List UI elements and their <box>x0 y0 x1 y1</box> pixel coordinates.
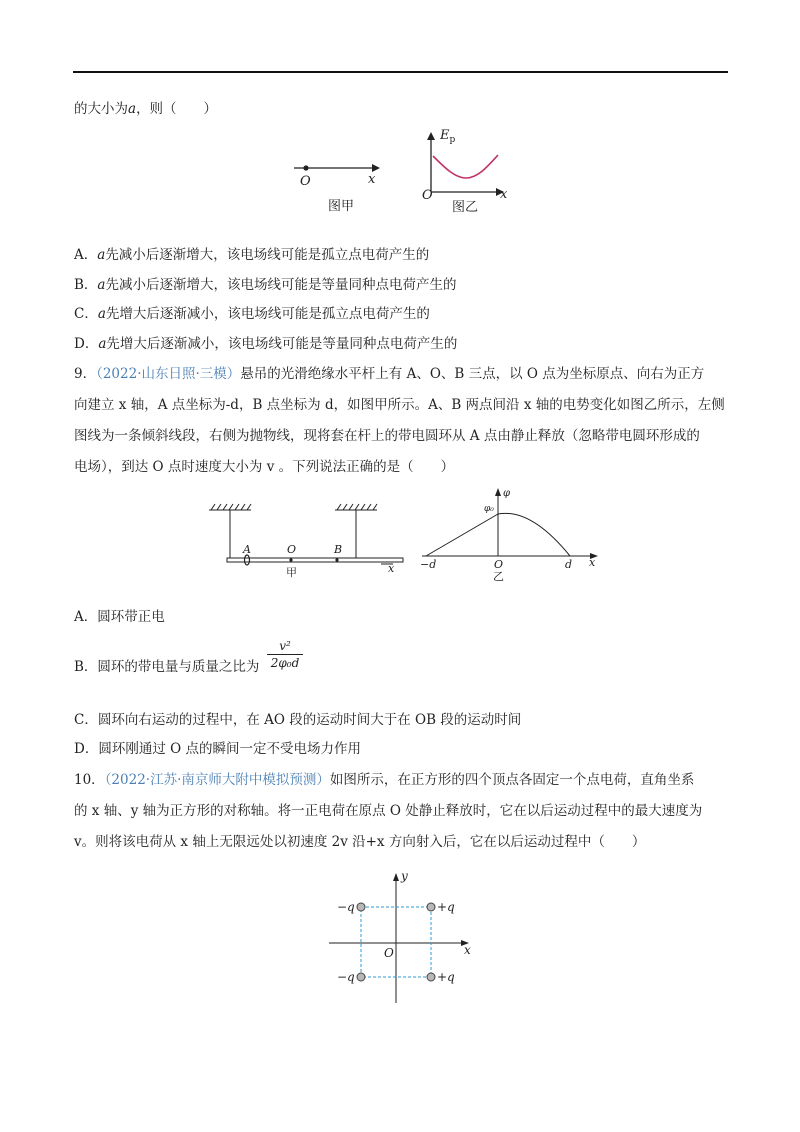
q9-label-phi0: φ₀ <box>484 504 494 514</box>
q8-option-c[interactable]: C．a先增大后逐渐减小，该电场线可能是孤立点电荷产生的 <box>74 306 430 322</box>
q9-label-o-yi: O <box>494 558 504 571</box>
q9-figure-jia <box>205 500 405 580</box>
q9-label-phi: φ <box>503 488 511 499</box>
q8-option-b[interactable]: B．a先减小后逐渐增大，该电场线可能是等量同种点电荷产生的 <box>74 277 457 293</box>
q9-label-a: A <box>243 543 251 556</box>
q9-option-b[interactable]: B．圆环的带电量与质量之比为 <box>74 659 260 675</box>
q9-option-c[interactable]: C．圆环向右运动的过程中，在 AO 段的运动时间大于在 OB 段的运动时间 <box>74 712 522 728</box>
q10-stem-line1: 10．（2022·江苏·南京师大附中模拟预测）如图所示，在正方形的四个顶点各固定一个点电荷，直角坐系 <box>74 772 695 788</box>
q9-label-b: B <box>334 543 343 556</box>
q9-source: （2022·山东日照·三模） <box>96 366 241 382</box>
q9-label-o: O <box>287 543 297 556</box>
q8-figure-yi <box>420 122 520 214</box>
q10-label-br: +q <box>437 970 455 984</box>
q9-rod <box>227 558 403 562</box>
q9-label-neg-d: −d <box>420 558 437 571</box>
q9-label-d: d <box>565 558 573 571</box>
q8-fig-jia-caption: 图甲 <box>328 199 355 214</box>
q8-fig-yi-x: x <box>500 187 508 202</box>
q10-label-tl: −q <box>337 900 355 914</box>
q10-label-y: y <box>401 869 408 883</box>
q8-option-d[interactable]: D．a先增大后逐渐减小，该电场线可能是等量同种点电荷产生的 <box>74 336 458 352</box>
q10-charge-tr <box>427 903 435 911</box>
q9-caption-yi: 乙 <box>493 570 504 583</box>
q9-label-x: x <box>388 562 395 575</box>
q10-charge-tl <box>357 903 365 911</box>
q9-option-a[interactable]: A．圆环带正电 <box>74 609 165 625</box>
q10-label-x: x <box>464 943 471 957</box>
q9-fraction-numerator: v² <box>279 639 291 653</box>
q10-source: （2022·江苏·南京师大附中模拟预测） <box>104 772 330 788</box>
q10-charge-bl <box>357 973 365 981</box>
q8-option-a[interactable]: A．a先减小后逐渐增大，该电场线可能是孤立点电荷产生的 <box>74 247 430 263</box>
q9-ring <box>245 555 250 565</box>
q9-phi-parabola <box>498 513 570 556</box>
q10-figure <box>325 865 480 1010</box>
q9-stem-line1: 9．（2022·山东日照·三模）悬吊的光滑绝缘水平杆上有 A、O、B 三点，以 O 点为坐标原点、向右为正方 <box>74 366 705 382</box>
q10-stem-line3: v。则将该电荷从 x 轴上无限远处以初速度 2v 沿+x 方向射入后，它在以后运动过程中（ ） <box>74 834 646 850</box>
q10-label-bl: −q <box>337 970 355 984</box>
q9-figure-yi <box>418 484 608 584</box>
q8-stem: 的大小为a，则（ ） <box>74 101 218 117</box>
q8-fig-yi-ep: $E_p$ <box>440 128 456 145</box>
q9-stem-line2: 向建立 x 轴，A 点坐标为-d，B 点坐标为 d，如图甲所示。A、B 两点间沿 x 轴的电势变化如图乙所示，左侧 <box>74 397 725 413</box>
q9-stem-line4: 电场），到达 O 点时速度大小为 v 。下列说法正确的是（ ） <box>74 459 455 475</box>
q8-ep-curve <box>433 155 498 178</box>
q8-figure-jia <box>288 155 388 215</box>
q8-fig-yi-caption: 图乙 <box>452 200 479 214</box>
q9-phi-line <box>426 514 498 556</box>
q9-fraction-denominator: 2φ₀d <box>267 654 303 671</box>
q9-option-b-fraction <box>267 638 303 671</box>
q8-fig-yi-origin: O <box>422 188 433 203</box>
q8-fig-jia-origin: O <box>300 174 311 189</box>
q10-label-tr: +q <box>437 900 455 914</box>
header-rule <box>73 71 728 73</box>
q10-stem-line2: 的 x 轴、y 轴为正方形的对称轴。将一正电荷在原点 O 处静止释放时，它在以后运动过程中的最大速度为 <box>74 803 703 819</box>
q8-fig-jia-x: x <box>368 172 376 187</box>
q10-label-o: O <box>384 946 394 960</box>
q9-label-x-yi: x <box>589 556 596 569</box>
q9-option-d[interactable]: D．圆环刚通过 O 点的瞬间一定不受电场力作用 <box>74 741 361 757</box>
q10-charge-br <box>427 973 435 981</box>
q9-stem-line3: 图线为一条倾斜线段，右侧为抛物线，现将套在杆上的带电圆环从 A 点由静止释放（忽略带电圆环形成的 <box>74 428 700 444</box>
q9-caption-jia: 甲 <box>286 566 297 579</box>
